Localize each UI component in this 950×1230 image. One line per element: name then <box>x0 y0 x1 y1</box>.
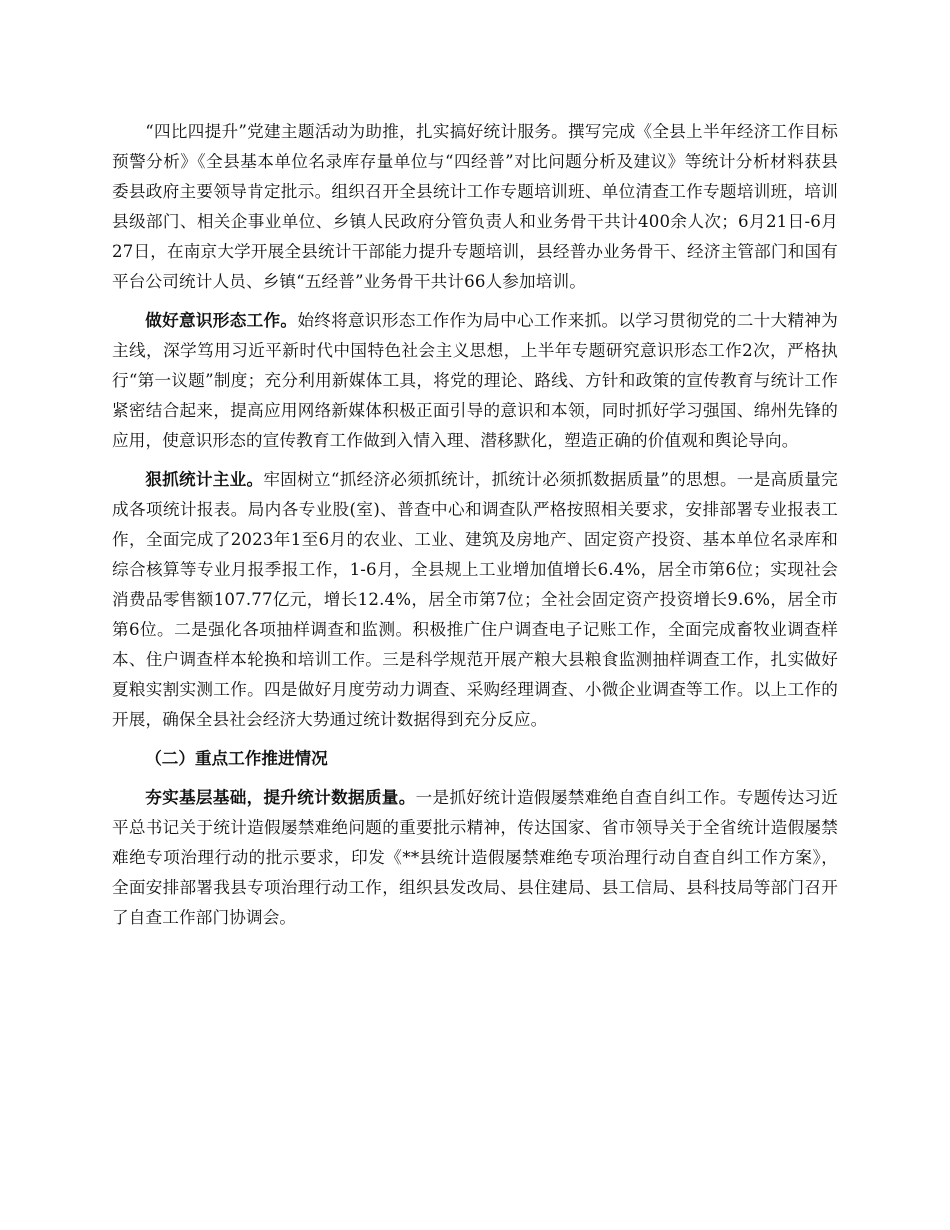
paragraph-lead: 做好意识形态工作。 <box>145 311 298 330</box>
paragraph-lead: 狠抓统计主业。 <box>145 470 264 489</box>
paragraph-ideology-work <box>112 306 838 456</box>
paragraph-text: 牢固树立“抓经济必须抓统计，抓统计必须抓数据质量”的思想。一是高质量完成各项统计报表。局内各专业股(室)、普查中心和调查队严格按照相关要求，安排部署专业报表工作，全面完成了2023年1至6月的农业、工业、建筑及房地产、固定资产投资、基本单位名录库和综合核算等专业月报季报工作，1-6月，全县规上工业增加值增长6.4%，居全市第6位；实现社会消费品零售额107.77亿元，增长12.4%，居全市第7位；全社会固定资产投资增长9.6%，居全市第6位。二是强化各项抽样调查和监测。积极推广住户调查电子记账工作，全面完成畜牧业调查样本、住户调查样本轮换和培训工作。三是科学规范开展产粮大县粮食监测抽样调查工作，扎实做好夏粮实割实测工作。四是做好月度劳动力调查、采购经理调查、小微企业调查等工作。以上工作的开展，确保全县社会经济大势通过统计数据得到充分反应。 <box>112 470 838 729</box>
paragraph-grassroots-foundation <box>112 783 838 933</box>
paragraph-party-building <box>112 117 838 297</box>
paragraph-text: 始终将意识形态工作作为局中心工作来抓。以学习贯彻党的二十大精神为主线，深学笃用习近平新时代中国特色社会主义思想，上半年专题研究意识形态工作2次，严格执行“第一议题”制度；充分利用新媒体工具，将党的理论、路线、方针和政策的宣传教育与统计工作紧密结合起来，提高应用网络新媒体积极正面引导的意识和本领，同时抓好学习强国、绵州先锋的应用，使意识形态的宣传教育工作做到入情入理、潜移默化，塑造正确的价值观和舆论导向。 <box>112 311 838 450</box>
paragraph-statistics-main-work <box>112 465 838 735</box>
paragraph-text: “四比四提升”党建主题活动为助推，扎实搞好统计服务。撰写完成《全县上半年经济工作目标预警分析》《全县基本单位名录库存量单位与“四经普”对比问题分析及建议》等统计分析材料获县委县政府主要领导肯定批示。组织召开全县统计工作专题培训班、单位清查工作专题培训班，培训县级部门、相关企事业单位、乡镇人民政府分管负责人和业务骨干共计400余人次；6月21日-6月27日，在南京大学开展全县统计干部能力提升专题培训，县经普办业务骨干、经济主管部门和国有平台公司统计人员、乡镇“五经普”业务骨干共计66人参加培训。 <box>112 122 838 291</box>
section-heading: （二）重点工作推进情况 <box>145 749 328 768</box>
paragraph-text: 一是抓好统计造假屡禁难绝自查自纠工作。专题传达习近平总书记关于统计造假屡禁难绝问题的重要批示精神，传达国家、省市领导关于全省统计造假屡禁难绝专项治理行动的批示要求，印发《**县统计造假屡禁难绝专项治理行动自查自纠工作方案》，全面安排部署我县专项治理行动工作，组织县发改局、县住建局、县工信局、县科技局等部门召开了自查工作部门协调会。 <box>112 788 839 927</box>
paragraph-lead: 夯实基层基础，提升统计数据质量。 <box>145 788 416 807</box>
